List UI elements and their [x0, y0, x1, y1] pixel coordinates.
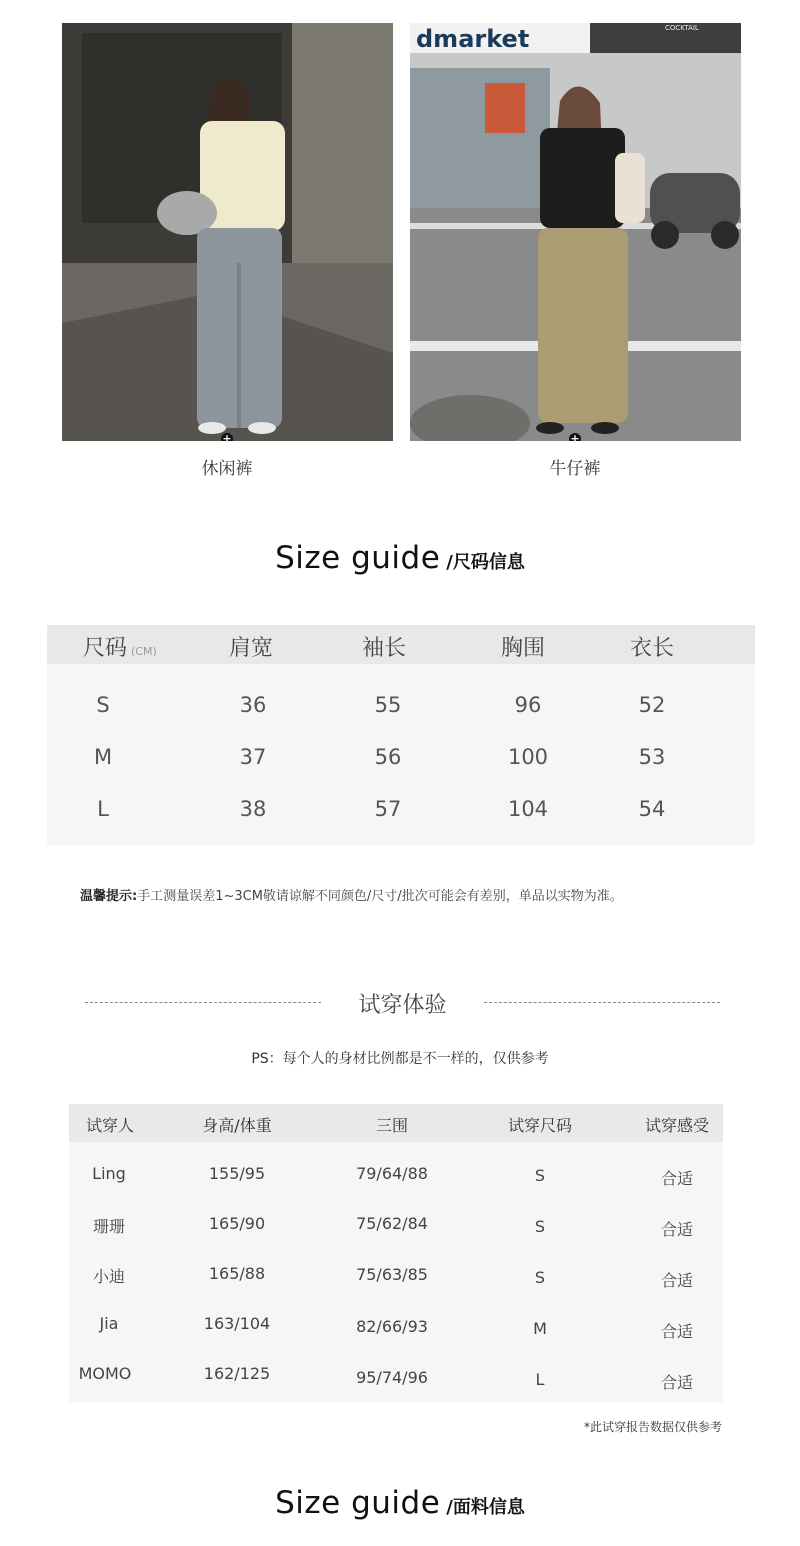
try-on-ps: PS：每个人的身材比例都是不一样的，仅供参考: [251, 1051, 549, 1067]
size-cell: 57: [374, 797, 402, 821]
fit-header-person: 试穿人: [85, 1116, 134, 1135]
size-guide-title: Size guide: [275, 540, 441, 576]
warm-tip-text: 手工测量误差1~3CM敬请谅解不同颜色/尺寸/批次可能会有差别，单品以实物为准。: [137, 889, 623, 904]
fit-cell: 162/125: [203, 1364, 271, 1383]
fit-cell: MOMO: [78, 1364, 132, 1383]
size-table-header: [47, 625, 755, 664]
fabric-guide-subtitle: /面料信息: [446, 1497, 525, 1518]
photo-jeans: [410, 23, 741, 441]
fit-cell: 合适: [660, 1220, 693, 1239]
caption-jeans: 牛仔裤: [549, 459, 601, 479]
warm-tip: [80, 885, 623, 904]
fit-cell: 82/66/93: [356, 1317, 428, 1336]
store-sign-text: dmarket: [416, 25, 530, 53]
size-header-length: 衣长: [630, 636, 675, 661]
size-cell: 36: [239, 693, 267, 717]
size-cell: 38: [239, 797, 267, 821]
fit-cell: 合适: [660, 1322, 693, 1341]
fit-cell: 165/90: [208, 1214, 266, 1233]
fit-cell: 95/74/96: [356, 1368, 428, 1387]
fit-cell: S: [534, 1166, 546, 1185]
size-header-sleeve: 袖长: [362, 636, 407, 661]
size-cell: 104: [507, 797, 549, 821]
casual-pants-photo-illustration: [62, 23, 393, 441]
size-guide-subtitle: /尺码信息: [446, 552, 525, 573]
size-cell: M: [93, 745, 113, 769]
store-sign-small-text: COCKTAIL: [665, 24, 699, 32]
size-cell: 100: [507, 745, 549, 769]
size-table: [47, 625, 755, 845]
fit-header-measurements: 三围: [375, 1116, 408, 1135]
size-unit: (CM): [131, 645, 157, 658]
fit-cell: 155/95: [208, 1164, 266, 1183]
size-cell: 54: [638, 797, 666, 821]
fabric-info-heading: [0, 1485, 800, 1521]
warm-tip-label: 温馨提示:: [80, 889, 138, 904]
size-guide-heading: [0, 540, 800, 576]
plus-icon[interactable]: +: [221, 433, 233, 441]
fit-header-size: 试穿尺码: [507, 1116, 572, 1135]
try-on-table-header: [69, 1104, 723, 1142]
photo-casual-pants: [62, 23, 393, 441]
fit-cell: S: [534, 1268, 546, 1287]
fit-cell: 珊珊: [92, 1217, 125, 1236]
size-cell: 56: [374, 745, 402, 769]
fit-cell: M: [533, 1319, 547, 1338]
fit-cell: 79/64/88: [356, 1164, 428, 1183]
size-cell: 96: [514, 693, 542, 717]
size-cell: 37: [239, 745, 267, 769]
caption-casual-pants: 休闲裤: [201, 459, 253, 479]
fit-header-height-weight: 身高/体重: [202, 1116, 272, 1135]
fit-cell: Jia: [99, 1314, 119, 1333]
size-cell: 55: [374, 693, 402, 717]
fit-cell: 合适: [660, 1271, 693, 1290]
fabric-guide-title: Size guide: [275, 1485, 441, 1521]
try-on-title: 试穿体验: [358, 993, 447, 1018]
size-cell: S: [96, 693, 110, 717]
fit-cell: 合适: [660, 1169, 693, 1188]
fit-cell: 165/88: [208, 1264, 266, 1283]
size-header-size: 尺码 (CM): [83, 636, 157, 661]
size-cell: 52: [638, 693, 666, 717]
try-on-heading: [85, 988, 720, 1018]
size-header-shoulder: 肩宽: [229, 636, 274, 661]
jeans-photo-illustration: [410, 23, 741, 441]
size-header-chest: 胸围: [501, 636, 546, 661]
fit-cell: S: [534, 1217, 546, 1236]
fit-header-feel: 试穿感受: [644, 1116, 709, 1135]
plus-icon[interactable]: +: [569, 433, 581, 441]
size-cell: 53: [638, 745, 666, 769]
fit-cell: 合适: [660, 1373, 693, 1392]
size-cell: L: [97, 797, 109, 821]
fit-cell: L: [535, 1370, 545, 1389]
fit-cell: 小迪: [92, 1267, 125, 1286]
fit-cell: 75/63/85: [356, 1265, 428, 1284]
fit-cell: 75/62/84: [356, 1214, 428, 1233]
try-on-footnote: *此试穿报告数据仅供参考: [583, 1420, 722, 1434]
try-on-table: [69, 1104, 723, 1402]
fit-cell: 163/104: [203, 1314, 271, 1333]
fit-cell: Ling: [92, 1164, 126, 1183]
